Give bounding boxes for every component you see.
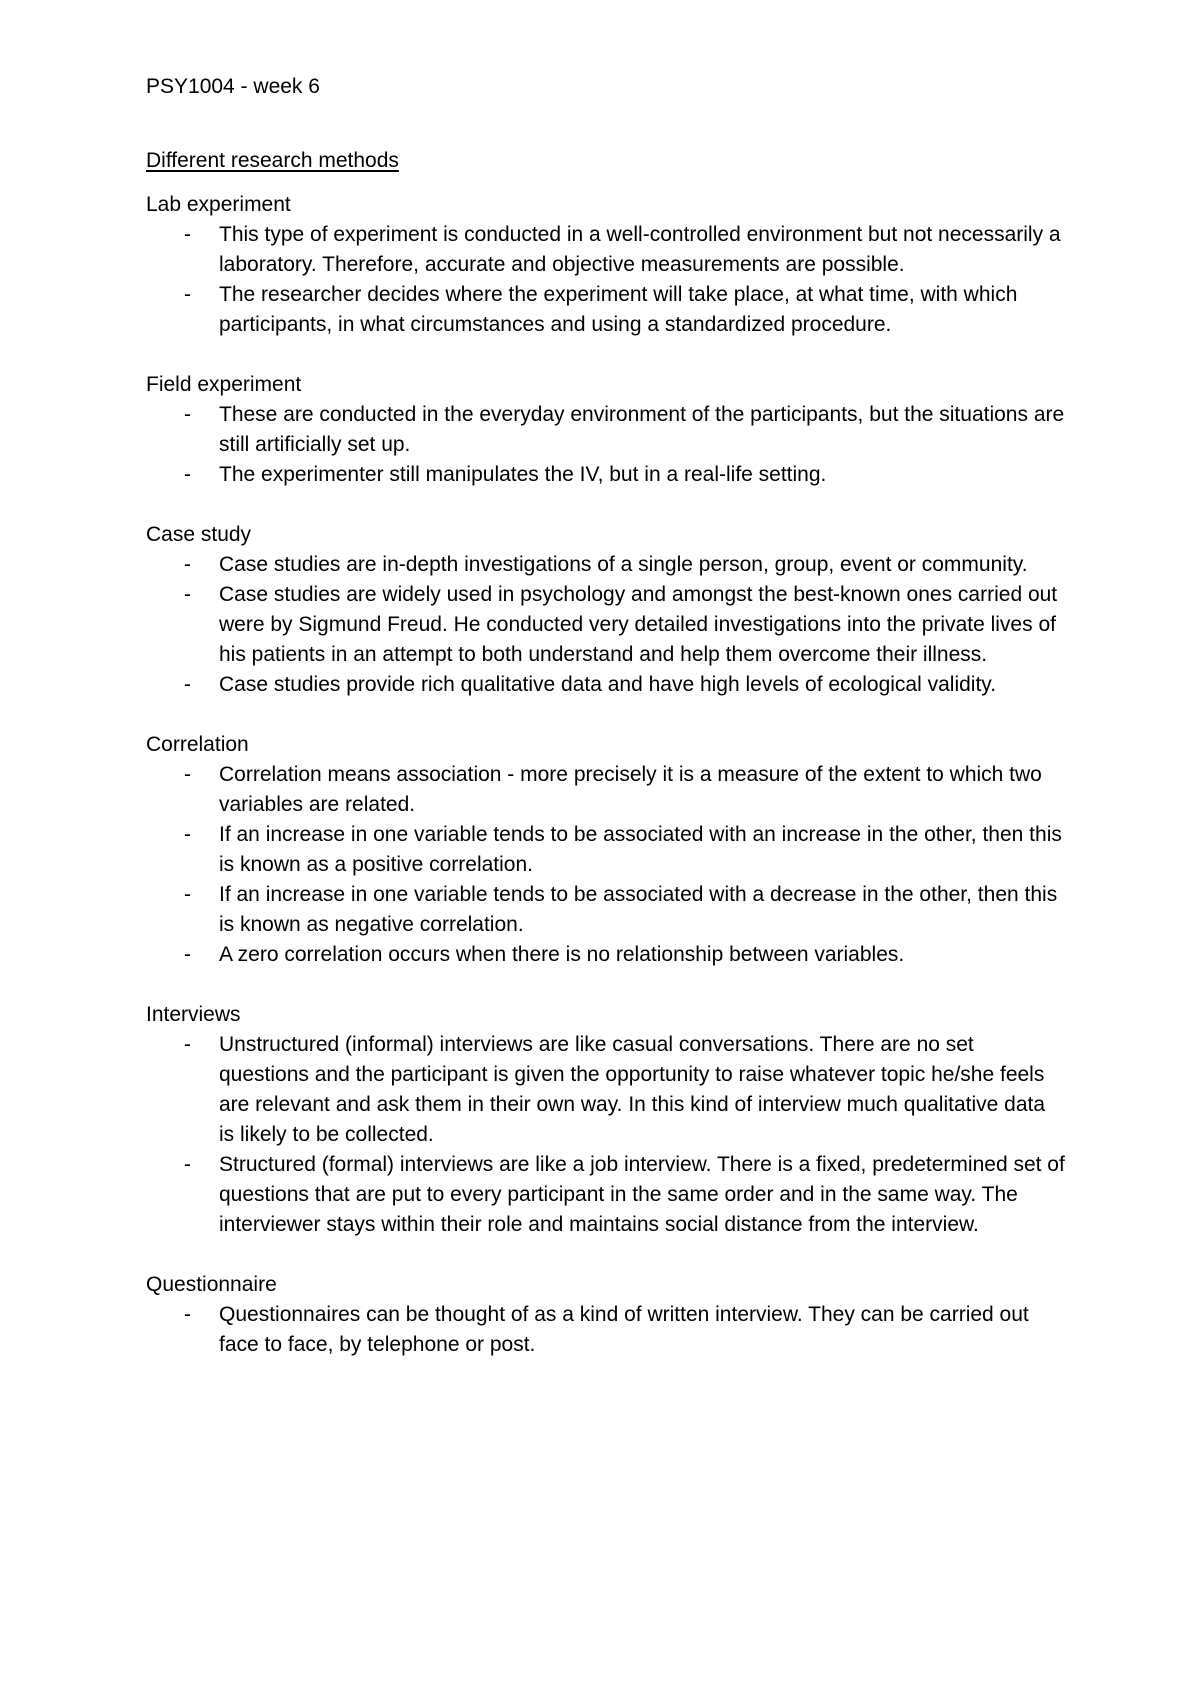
bullet-list bbox=[146, 550, 1066, 700]
bullet-marker: - bbox=[184, 1033, 191, 1056]
bullet-text: Correlation means association - more precisely it is a measure of the extent to which two variables are related. bbox=[219, 763, 1042, 816]
bullet-marker: - bbox=[184, 883, 191, 906]
bullet-text: Unstructured (informal) interviews are like casual conversations. There are no set questions and the participant is given the opportunity to raise whatever topic he/she feels are relevant and ask them in their own way. In this kind of interview much qualitative data is likely to be collected. bbox=[219, 1033, 1046, 1146]
bullet-marker: - bbox=[184, 823, 191, 846]
bullet-list bbox=[146, 220, 1066, 340]
section-heading: Interviews bbox=[146, 1003, 241, 1026]
bullet-marker: - bbox=[184, 673, 191, 696]
bullet-item bbox=[146, 760, 1066, 820]
section-heading: Questionnaire bbox=[146, 1273, 277, 1296]
bullet-text: The researcher decides where the experiment will take place, at what time, with which participants, in what circumstances and using a standardized procedure. bbox=[219, 283, 1018, 336]
section bbox=[146, 1270, 1066, 1360]
bullet-list bbox=[146, 1030, 1066, 1240]
bullet-item bbox=[146, 220, 1066, 280]
bullet-item bbox=[146, 670, 1066, 700]
document-title: Different research methods bbox=[146, 149, 399, 172]
bullet-item bbox=[146, 1030, 1066, 1150]
bullet-item bbox=[146, 460, 1066, 490]
bullet-marker: - bbox=[184, 943, 191, 966]
bullet-marker: - bbox=[184, 1303, 191, 1326]
sections-container bbox=[146, 190, 1066, 1360]
bullet-item bbox=[146, 550, 1066, 580]
bullet-list bbox=[146, 760, 1066, 970]
bullet-text: Case studies are widely used in psychology and amongst the best-known ones carried out were by Sigmund Freud. He conducted very detailed investigations into the private lives of his patients in an attempt to both understand and help them overcome their illness. bbox=[219, 583, 1058, 666]
bullet-text: Questionnaires can be thought of as a kind of written interview. They can be carried out face to face, by telephone or post. bbox=[219, 1303, 1029, 1356]
section-heading: Field experiment bbox=[146, 373, 302, 396]
section bbox=[146, 730, 1066, 970]
bullet-item bbox=[146, 400, 1066, 460]
bullet-list bbox=[146, 400, 1066, 490]
bullet-marker: - bbox=[184, 403, 191, 426]
section bbox=[146, 520, 1066, 700]
bullet-item bbox=[146, 1150, 1066, 1240]
section bbox=[146, 190, 1066, 340]
bullet-item bbox=[146, 940, 1066, 970]
bullet-marker: - bbox=[184, 763, 191, 786]
section-heading: Lab experiment bbox=[146, 193, 291, 216]
section-heading: Case study bbox=[146, 523, 252, 546]
bullet-text: Case studies are in-depth investigations of a single person, group, event or community. bbox=[219, 553, 1028, 576]
bullet-text: If an increase in one variable tends to be associated with an increase in the other, then this is known as a positive correlation. bbox=[219, 823, 1062, 876]
document-header: PSY1004 - week 6 bbox=[146, 75, 320, 98]
bullet-text: If an increase in one variable tends to be associated with a decrease in the other, then this is known as negative correlation. bbox=[219, 883, 1058, 936]
bullet-text: Case studies provide rich qualitative data and have high levels of ecological validity. bbox=[219, 673, 997, 696]
bullet-text: Structured (formal) interviews are like a job interview. There is a fixed, predetermined set of questions that are put to every participant in the same order and in the same way. The interviewer stays within their role and maintains social distance from the interview. bbox=[219, 1153, 1065, 1236]
bullet-marker: - bbox=[184, 283, 191, 306]
bullet-text: These are conducted in the everyday environment of the participants, but the situations are still artificially set up. bbox=[219, 403, 1065, 456]
bullet-item bbox=[146, 1300, 1066, 1360]
bullet-marker: - bbox=[184, 1153, 191, 1176]
bullet-text: This type of experiment is conducted in a well-controlled environment but not necessarily a laboratory. Therefore, accurate and objective measurements are possible. bbox=[219, 223, 1061, 276]
bullet-marker: - bbox=[184, 463, 191, 486]
bullet-item bbox=[146, 880, 1066, 940]
bullet-marker: - bbox=[184, 553, 191, 576]
bullet-list bbox=[146, 1300, 1066, 1360]
bullet-text: A zero correlation occurs when there is no relationship between variables. bbox=[219, 943, 905, 966]
bullet-item bbox=[146, 280, 1066, 340]
bullet-item bbox=[146, 820, 1066, 880]
document-content bbox=[146, 72, 1066, 1390]
section-heading: Correlation bbox=[146, 733, 249, 756]
bullet-item bbox=[146, 580, 1066, 670]
section bbox=[146, 370, 1066, 490]
section bbox=[146, 1000, 1066, 1240]
bullet-marker: - bbox=[184, 583, 191, 606]
bullet-text: The experimenter still manipulates the IV, but in a real-life setting. bbox=[219, 463, 827, 486]
bullet-marker: - bbox=[184, 223, 191, 246]
